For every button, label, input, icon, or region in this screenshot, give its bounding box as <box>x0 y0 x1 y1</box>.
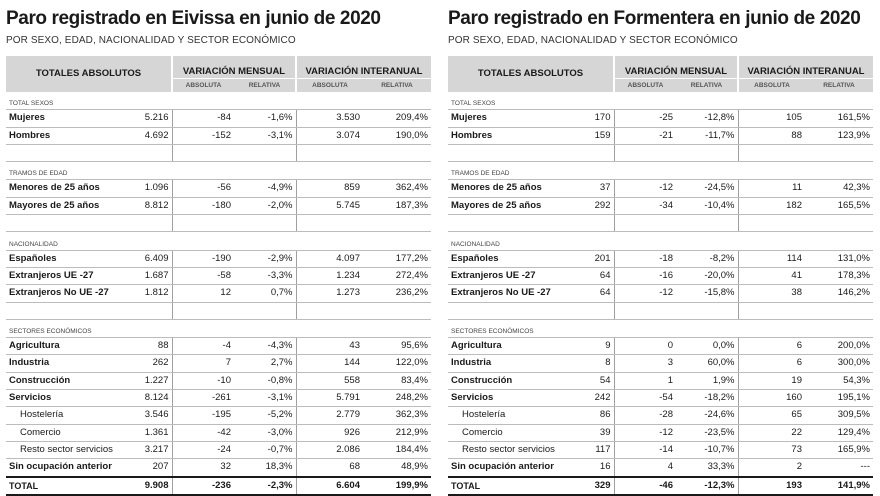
cell-total: 39 <box>576 424 614 441</box>
cell-yearly-abs: 160 <box>738 390 805 407</box>
cell-yearly-rel: 161,5% <box>805 110 873 127</box>
section-header-row <box>448 319 873 337</box>
cell-yearly-abs: 6 <box>738 338 805 355</box>
section-label: TRAMOS DE EDAD <box>448 162 873 180</box>
cell-monthly-abs: -10 <box>172 372 234 389</box>
total-row <box>448 477 873 495</box>
cell-monthly-abs: -152 <box>172 127 234 144</box>
cell-monthly-abs: -24 <box>172 441 234 458</box>
cell-monthly-abs: -46 <box>614 477 676 495</box>
cell-monthly-abs: -12 <box>614 180 676 197</box>
cell-yearly-rel: 272,4% <box>363 267 431 284</box>
header-monthly-rel: RELATIVA <box>234 79 296 92</box>
table-row <box>448 110 873 127</box>
cell-monthly-abs: -261 <box>172 390 234 407</box>
row-label: Hostelería <box>448 407 576 424</box>
cell-yearly-abs: 5.791 <box>296 390 363 407</box>
cell-yearly-rel: 177,2% <box>363 250 431 267</box>
cell-yearly-rel: 199,9% <box>363 477 431 495</box>
cell-total: 9 <box>576 338 614 355</box>
section-header-row <box>6 92 431 110</box>
cell-total: 54 <box>576 372 614 389</box>
cell-total: 1.361 <box>134 424 172 441</box>
cell-total: 1.812 <box>134 285 172 302</box>
row-label: Sin ocupación anterior <box>448 459 576 477</box>
cell-yearly-abs: 65 <box>738 407 805 424</box>
table-row <box>6 285 431 302</box>
table-row <box>6 459 431 477</box>
cell-monthly-abs: -21 <box>614 127 676 144</box>
row-label: Resto sector servicios <box>6 441 134 458</box>
cell-yearly-rel: 54,3% <box>805 372 873 389</box>
cell-total: 201 <box>576 250 614 267</box>
table-row <box>448 459 873 477</box>
cell-total: 16 <box>576 459 614 477</box>
table-row <box>6 110 431 127</box>
cell-monthly-rel: -2,9% <box>234 250 296 267</box>
cell-monthly-rel: -24,5% <box>676 180 738 197</box>
section-label: TRAMOS DE EDAD <box>6 162 431 180</box>
cell-monthly-abs: -190 <box>172 250 234 267</box>
cell-yearly-abs: 182 <box>738 197 805 214</box>
table-subtitle: POR SEXO, EDAD, NACIONALIDAD Y SECTOR ECONÓMICO <box>6 35 296 46</box>
row-label: TOTAL <box>6 477 134 495</box>
table-row <box>448 390 873 407</box>
cell-monthly-rel: -2,3% <box>234 477 296 495</box>
cell-monthly-rel: -24,6% <box>676 407 738 424</box>
table-row <box>6 407 431 424</box>
cell-monthly-rel: -3,1% <box>234 127 296 144</box>
unemployment-table <box>448 56 873 496</box>
row-label: Menores de 25 años <box>448 180 576 197</box>
cell-monthly-abs: -56 <box>172 180 234 197</box>
cell-monthly-rel: 33,3% <box>676 459 738 477</box>
cell-yearly-abs: 73 <box>738 441 805 458</box>
section-header-row <box>6 319 431 337</box>
cell-monthly-rel: -1,6% <box>234 110 296 127</box>
cell-total: 170 <box>576 110 614 127</box>
cell-yearly-abs: 5.745 <box>296 197 363 214</box>
header-yearly: VARIACIÓN INTERANUAL <box>738 56 873 79</box>
row-label: Agricultura <box>448 338 576 355</box>
total-row <box>6 477 431 495</box>
cell-monthly-abs: -28 <box>614 407 676 424</box>
cell-yearly-rel: 129,4% <box>805 424 873 441</box>
cell-yearly-abs: 19 <box>738 372 805 389</box>
cell-monthly-rel: 0,7% <box>234 285 296 302</box>
cell-yearly-abs: 114 <box>738 250 805 267</box>
table-row <box>6 197 431 214</box>
cell-monthly-rel: 1,9% <box>676 372 738 389</box>
formentera-panel <box>448 0 873 496</box>
cell-yearly-rel: --- <box>805 459 873 477</box>
cell-total: 37 <box>576 180 614 197</box>
cell-yearly-rel: 248,2% <box>363 390 431 407</box>
cell-yearly-rel: 209,4% <box>363 110 431 127</box>
cell-yearly-rel: 95,6% <box>363 338 431 355</box>
spacer-row <box>448 215 873 232</box>
cell-total: 4.692 <box>134 127 172 144</box>
cell-monthly-abs: 4 <box>614 459 676 477</box>
cell-monthly-abs: -236 <box>172 477 234 495</box>
cell-yearly-abs: 2 <box>738 459 805 477</box>
table-subtitle: POR SEXO, EDAD, NACIONALIDAD Y SECTOR ECONÓMICO <box>448 35 738 46</box>
cell-monthly-abs: -25 <box>614 110 676 127</box>
header-totals: TOTALES ABSOLUTOS <box>448 56 614 92</box>
spacer-row <box>6 144 431 161</box>
header-monthly: VARIACIÓN MENSUAL <box>614 56 738 79</box>
row-label: Industria <box>448 355 576 372</box>
cell-yearly-abs: 1.273 <box>296 285 363 302</box>
cell-yearly-abs: 105 <box>738 110 805 127</box>
cell-total: 86 <box>576 407 614 424</box>
section-label: SECTORES ECONÓMICOS <box>6 319 431 337</box>
cell-total: 64 <box>576 267 614 284</box>
cell-yearly-rel: 131,0% <box>805 250 873 267</box>
eivissa-panel <box>6 0 431 496</box>
table-row <box>448 441 873 458</box>
cell-total: 5.216 <box>134 110 172 127</box>
cell-monthly-rel: -23,5% <box>676 424 738 441</box>
cell-total: 88 <box>134 338 172 355</box>
row-label: Extranjeros UE -27 <box>448 267 576 284</box>
cell-total: 1.096 <box>134 180 172 197</box>
cell-yearly-abs: 6.604 <box>296 477 363 495</box>
cell-yearly-rel: 309,5% <box>805 407 873 424</box>
cell-yearly-rel: 300,0% <box>805 355 873 372</box>
cell-monthly-rel: -3,0% <box>234 424 296 441</box>
cell-monthly-rel: 18,3% <box>234 459 296 477</box>
cell-monthly-abs: -195 <box>172 407 234 424</box>
cell-yearly-abs: 2.086 <box>296 441 363 458</box>
cell-monthly-abs: -84 <box>172 110 234 127</box>
table-row <box>6 355 431 372</box>
section-label: NACIONALIDAD <box>6 232 431 250</box>
cell-monthly-rel: -2,0% <box>234 197 296 214</box>
row-label: Hombres <box>448 127 576 144</box>
table-row <box>6 441 431 458</box>
cell-yearly-abs: 1.234 <box>296 267 363 284</box>
cell-yearly-abs: 926 <box>296 424 363 441</box>
cell-monthly-abs: -12 <box>614 285 676 302</box>
table-row <box>448 285 873 302</box>
cell-total: 242 <box>576 390 614 407</box>
cell-yearly-rel: 236,2% <box>363 285 431 302</box>
cell-total: 3.546 <box>134 407 172 424</box>
row-label: Extranjeros UE -27 <box>6 267 134 284</box>
cell-yearly-abs: 88 <box>738 127 805 144</box>
table-row <box>448 372 873 389</box>
header-monthly: VARIACIÓN MENSUAL <box>172 56 296 79</box>
cell-monthly-abs: -18 <box>614 250 676 267</box>
row-label: Españoles <box>6 250 134 267</box>
cell-total: 9.908 <box>134 477 172 495</box>
cell-monthly-abs: 0 <box>614 338 676 355</box>
cell-monthly-abs: -14 <box>614 441 676 458</box>
row-label: Comercio <box>448 424 576 441</box>
cell-yearly-abs: 4.097 <box>296 250 363 267</box>
header-yearly: VARIACIÓN INTERANUAL <box>296 56 431 79</box>
cell-monthly-rel: -4,3% <box>234 338 296 355</box>
cell-monthly-rel: -12,8% <box>676 110 738 127</box>
row-label: Hostelería <box>6 407 134 424</box>
section-header-row <box>448 92 873 110</box>
cell-monthly-rel: -18,2% <box>676 390 738 407</box>
cell-yearly-rel: 165,9% <box>805 441 873 458</box>
cell-yearly-rel: 123,9% <box>805 127 873 144</box>
row-label: Hombres <box>6 127 134 144</box>
cell-monthly-abs: -34 <box>614 197 676 214</box>
section-header-row <box>448 232 873 250</box>
cell-yearly-rel: 195,1% <box>805 390 873 407</box>
row-label: Extranjeros No UE -27 <box>6 285 134 302</box>
cell-yearly-rel: 190,0% <box>363 127 431 144</box>
cell-monthly-abs: 3 <box>614 355 676 372</box>
cell-yearly-abs: 11 <box>738 180 805 197</box>
cell-yearly-abs: 193 <box>738 477 805 495</box>
section-label: SECTORES ECONÓMICOS <box>448 319 873 337</box>
cell-total: 159 <box>576 127 614 144</box>
cell-monthly-rel: -4,9% <box>234 180 296 197</box>
cell-yearly-rel: 141,9% <box>805 477 873 495</box>
cell-yearly-rel: 187,3% <box>363 197 431 214</box>
cell-total: 8 <box>576 355 614 372</box>
cell-monthly-abs: -16 <box>614 267 676 284</box>
table-row <box>448 180 873 197</box>
section-header-row <box>448 162 873 180</box>
spacer-row <box>448 302 873 319</box>
row-label: Mujeres <box>6 110 134 127</box>
header-monthly-abs: ABSOLUTA <box>172 79 234 92</box>
cell-yearly-rel: 48,9% <box>363 459 431 477</box>
cell-monthly-rel: -10,7% <box>676 441 738 458</box>
cell-yearly-rel: 178,3% <box>805 267 873 284</box>
row-label: Mayores de 25 años <box>448 197 576 214</box>
table-title: Paro registrado en Formentera en junio de 2020 <box>448 8 861 29</box>
row-label: Resto sector servicios <box>448 441 576 458</box>
row-label: Agricultura <box>6 338 134 355</box>
cell-yearly-rel: 122,0% <box>363 355 431 372</box>
cell-yearly-abs: 43 <box>296 338 363 355</box>
cell-monthly-abs: -54 <box>614 390 676 407</box>
cell-monthly-abs: -4 <box>172 338 234 355</box>
cell-monthly-rel: -8,2% <box>676 250 738 267</box>
row-label: Comercio <box>6 424 134 441</box>
header-yearly-rel: RELATIVA <box>363 79 431 92</box>
unemployment-table <box>6 56 431 496</box>
row-label: Extranjeros No UE -27 <box>448 285 576 302</box>
header-yearly-abs: ABSOLUTA <box>296 79 363 92</box>
row-label: Mayores de 25 años <box>6 197 134 214</box>
cell-monthly-rel: -20,0% <box>676 267 738 284</box>
cell-yearly-rel: 362,4% <box>363 180 431 197</box>
cell-total: 207 <box>134 459 172 477</box>
section-header-row <box>6 162 431 180</box>
cell-total: 8.124 <box>134 390 172 407</box>
section-label: TOTAL SEXOS <box>6 92 431 110</box>
table-row <box>6 250 431 267</box>
table-row <box>448 407 873 424</box>
table-row <box>448 127 873 144</box>
table-row <box>448 338 873 355</box>
row-label: Sin ocupación anterior <box>6 459 134 477</box>
table-title: Paro registrado en Eivissa en junio de 2020 <box>6 8 381 29</box>
row-label: Servicios <box>448 390 576 407</box>
cell-monthly-rel: -10,4% <box>676 197 738 214</box>
cell-monthly-abs: -12 <box>614 424 676 441</box>
row-label: Servicios <box>6 390 134 407</box>
cell-monthly-abs: 7 <box>172 355 234 372</box>
cell-monthly-rel: -3,3% <box>234 267 296 284</box>
header-totals: TOTALES ABSOLUTOS <box>6 56 172 92</box>
cell-monthly-abs: 12 <box>172 285 234 302</box>
cell-monthly-rel: -3,1% <box>234 390 296 407</box>
cell-yearly-abs: 38 <box>738 285 805 302</box>
table-row <box>6 390 431 407</box>
cell-monthly-abs: 1 <box>614 372 676 389</box>
row-label: Españoles <box>448 250 576 267</box>
cell-yearly-abs: 41 <box>738 267 805 284</box>
row-label: Industria <box>6 355 134 372</box>
cell-total: 117 <box>576 441 614 458</box>
cell-yearly-rel: 212,9% <box>363 424 431 441</box>
table-row <box>6 338 431 355</box>
cell-monthly-abs: -180 <box>172 197 234 214</box>
table-row <box>6 180 431 197</box>
cell-total: 329 <box>576 477 614 495</box>
table-row <box>448 267 873 284</box>
cell-yearly-abs: 859 <box>296 180 363 197</box>
cell-total: 1.227 <box>134 372 172 389</box>
row-label: Menores de 25 años <box>6 180 134 197</box>
cell-monthly-abs: 32 <box>172 459 234 477</box>
table-row <box>6 267 431 284</box>
cell-monthly-rel: -5,2% <box>234 407 296 424</box>
cell-monthly-rel: -11,7% <box>676 127 738 144</box>
section-label: TOTAL SEXOS <box>448 92 873 110</box>
row-label: TOTAL <box>448 477 576 495</box>
table-row <box>6 424 431 441</box>
header-yearly-rel: RELATIVA <box>805 79 873 92</box>
spacer-row <box>6 215 431 232</box>
cell-yearly-abs: 68 <box>296 459 363 477</box>
cell-total: 6.409 <box>134 250 172 267</box>
cell-yearly-abs: 22 <box>738 424 805 441</box>
cell-monthly-rel: -0,8% <box>234 372 296 389</box>
cell-yearly-rel: 184,4% <box>363 441 431 458</box>
row-label: Construcción <box>448 372 576 389</box>
cell-yearly-abs: 3.074 <box>296 127 363 144</box>
row-label: Mujeres <box>448 110 576 127</box>
cell-yearly-rel: 83,4% <box>363 372 431 389</box>
cell-yearly-abs: 144 <box>296 355 363 372</box>
table-row <box>6 372 431 389</box>
spacer-row <box>448 144 873 161</box>
cell-total: 8.812 <box>134 197 172 214</box>
cell-yearly-rel: 200,0% <box>805 338 873 355</box>
table-row <box>448 197 873 214</box>
cell-yearly-abs: 558 <box>296 372 363 389</box>
cell-total: 1.687 <box>134 267 172 284</box>
cell-yearly-abs: 3.530 <box>296 110 363 127</box>
table-row <box>6 127 431 144</box>
table-row <box>448 355 873 372</box>
cell-total: 3.217 <box>134 441 172 458</box>
cell-yearly-rel: 165,5% <box>805 197 873 214</box>
section-label: NACIONALIDAD <box>448 232 873 250</box>
cell-yearly-rel: 146,2% <box>805 285 873 302</box>
cell-monthly-rel: 60,0% <box>676 355 738 372</box>
cell-yearly-rel: 42,3% <box>805 180 873 197</box>
cell-monthly-rel: -0,7% <box>234 441 296 458</box>
cell-monthly-abs: -58 <box>172 267 234 284</box>
row-label: Construcción <box>6 372 134 389</box>
cell-total: 262 <box>134 355 172 372</box>
cell-total: 292 <box>576 197 614 214</box>
section-header-row <box>6 232 431 250</box>
cell-monthly-rel: -12,3% <box>676 477 738 495</box>
cell-monthly-rel: 0,0% <box>676 338 738 355</box>
header-yearly-abs: ABSOLUTA <box>738 79 805 92</box>
cell-monthly-rel: 2,7% <box>234 355 296 372</box>
cell-monthly-abs: -42 <box>172 424 234 441</box>
cell-yearly-abs: 6 <box>738 355 805 372</box>
header-monthly-abs: ABSOLUTA <box>614 79 676 92</box>
table-row <box>448 250 873 267</box>
spacer-row <box>6 302 431 319</box>
cell-total: 64 <box>576 285 614 302</box>
cell-yearly-abs: 2.779 <box>296 407 363 424</box>
table-row <box>448 424 873 441</box>
header-monthly-rel: RELATIVA <box>676 79 738 92</box>
cell-monthly-rel: -15,8% <box>676 285 738 302</box>
cell-yearly-rel: 362,3% <box>363 407 431 424</box>
